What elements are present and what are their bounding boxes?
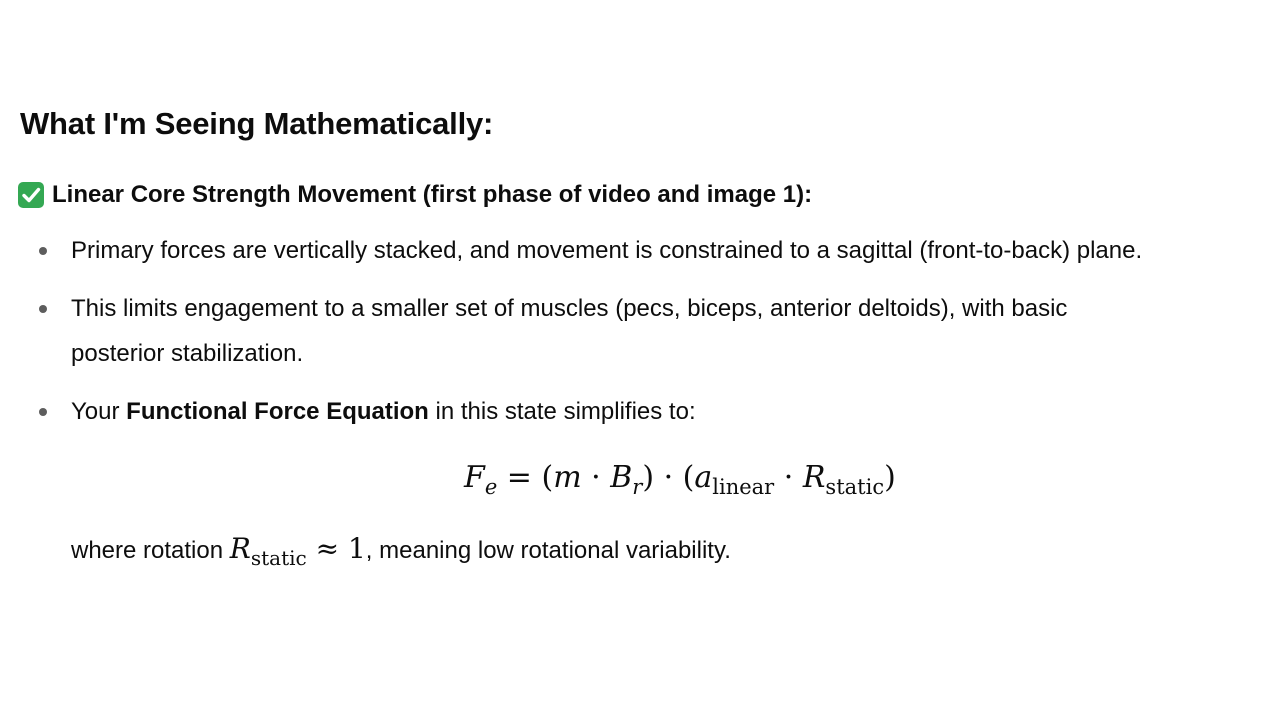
note-suffix: , meaning low rotational variability.: [365, 537, 731, 564]
note-r-var: R: [229, 532, 251, 565]
subsection-heading: [18, 179, 812, 211]
note-r-sub: static: [250, 546, 307, 570]
inline-math: [229, 532, 366, 570]
eq-close: ): [884, 460, 896, 495]
eq-r-sub: static: [825, 475, 885, 499]
subsection-title: Linear Core Strength Movement (first phase of video and image 1):: [52, 181, 813, 208]
bullet-text: [71, 286, 1067, 376]
eq-a-sub: linear: [712, 475, 775, 499]
eq-dot: ·: [581, 460, 611, 495]
note-prefix: where rotation: [71, 537, 230, 564]
bullet-text-line2: posterior stabilization.: [71, 340, 304, 367]
bullet-prefix: Your: [71, 398, 127, 425]
equation-note: [71, 528, 731, 572]
eq-a-var: a: [694, 460, 713, 495]
bullet-text: [71, 389, 696, 434]
bullet-text-line1: This limits engagement to a smaller set of muscles (pecs, biceps, anterior deltoids), with basic: [71, 295, 1068, 322]
note-approx: ≈ 1: [306, 532, 366, 565]
eq-lhs-var: F: [464, 460, 485, 495]
bullet-dot: [39, 247, 47, 255]
check-mark-button-icon: [18, 182, 44, 208]
functional-force-equation: [464, 458, 896, 498]
eq-mass: m: [553, 460, 582, 495]
section-heading: What I'm Seeing Mathematically:: [20, 106, 494, 141]
eq-dot: ·: [774, 460, 803, 495]
eq-b-sub: r: [632, 475, 643, 499]
eq-b-var: B: [610, 460, 633, 495]
bold-term: Functional Force Equation: [126, 398, 429, 425]
bullet-suffix: in this state simplifies to:: [428, 398, 696, 425]
eq-equals-open: = (: [497, 460, 554, 495]
bullet-dot: [39, 408, 47, 416]
bullet-text: Primary forces are vertically stacked, and movement is constrained to a sagittal (front-to-back) plane.: [71, 237, 1143, 264]
eq-mid: ) · (: [642, 460, 695, 495]
eq-r-var: R: [802, 460, 826, 495]
bullet-dot: [39, 305, 47, 313]
eq-lhs-sub: e: [484, 475, 498, 499]
